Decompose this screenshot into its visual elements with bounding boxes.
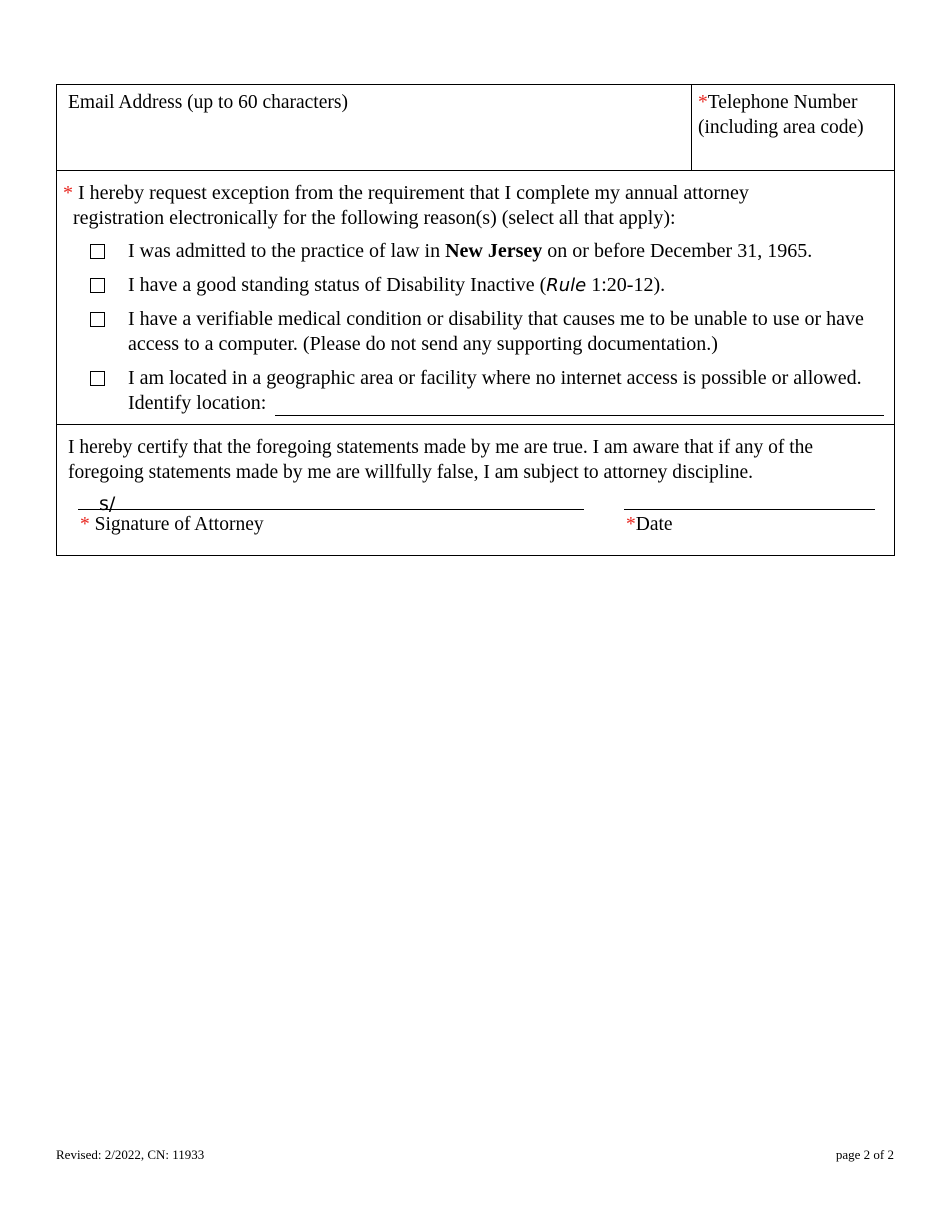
option-label: [128, 239, 882, 264]
required-asterisk: *: [626, 514, 636, 535]
intro-line1: I hereby request exception from the requirement that I complete my annual attorney: [78, 182, 749, 204]
option2-text-end: 1:20-12).: [586, 274, 666, 296]
signature-prefix: s/: [99, 493, 116, 515]
option1-text-start: I was admitted to the practice of law in: [128, 240, 446, 262]
telephone-label-line1: Telephone Number: [707, 92, 858, 113]
exception-intro: [63, 181, 882, 231]
intro-line2: registration electronically for the following reason(s) (select all that apply):: [73, 207, 676, 229]
option2-rule-italic: Rule: [546, 275, 587, 296]
required-asterisk: *: [698, 92, 708, 113]
date-label-text: Date: [635, 514, 673, 535]
telephone-field[interactable]: [692, 85, 894, 170]
option-label: I have a verifiable medical condition or disability that causes me to be unable to use or have access to a computer. (Please do not send any supporting documentation.): [128, 308, 864, 355]
checkbox-no-internet-access[interactable]: [90, 371, 105, 386]
contact-row: [57, 85, 894, 171]
option-label: [128, 273, 882, 298]
option1-text-end: on or before December 31, 1965.: [542, 240, 813, 262]
exception-section: [57, 171, 894, 425]
email-label: Email Address (up to 60 characters): [68, 92, 348, 113]
signature-label-text: Signature of Attorney: [89, 514, 264, 535]
location-line: [128, 391, 882, 416]
option4-text: I am located in a geographic area or facility where no internet access is possible or allowed.: [128, 367, 862, 389]
location-input[interactable]: [275, 393, 884, 416]
required-asterisk: *: [63, 182, 73, 204]
signature-label: [80, 512, 264, 537]
location-label: Identify location:: [128, 392, 267, 414]
attorney-registration-form: [56, 84, 895, 556]
email-field[interactable]: [57, 85, 692, 170]
option-admitted-before-1965: [63, 239, 882, 264]
certification-statement: I hereby certify that the foregoing statements made by me are true. I am aware that if any of the foregoing statements made by me are willfully false, I am subject to attorney discipline.: [68, 437, 814, 483]
signature-input[interactable]: [78, 509, 584, 510]
option1-state-bold: New Jersey: [445, 240, 543, 262]
date-input[interactable]: [624, 509, 875, 510]
checkbox-admitted-before-1965[interactable]: [90, 244, 105, 259]
checkbox-disability-inactive[interactable]: [90, 278, 105, 293]
option2-text-start: I have a good standing status of Disability Inactive (: [128, 274, 547, 296]
telephone-label-line2: (including area code): [698, 117, 864, 138]
option-disability-inactive: [63, 273, 882, 298]
checkbox-medical-condition[interactable]: [90, 312, 105, 327]
page-number: page 2 of 2: [835, 1147, 894, 1162]
revision-footer: Revised: 2/2022, CN: 11933: [56, 1147, 205, 1162]
signature-area: [68, 485, 883, 555]
certification-section: [57, 425, 894, 555]
option-no-internet-access: [63, 366, 882, 416]
option-label: [128, 366, 882, 416]
date-label: [626, 512, 673, 537]
required-asterisk: *: [80, 514, 90, 535]
option-medical-condition: [63, 307, 882, 357]
